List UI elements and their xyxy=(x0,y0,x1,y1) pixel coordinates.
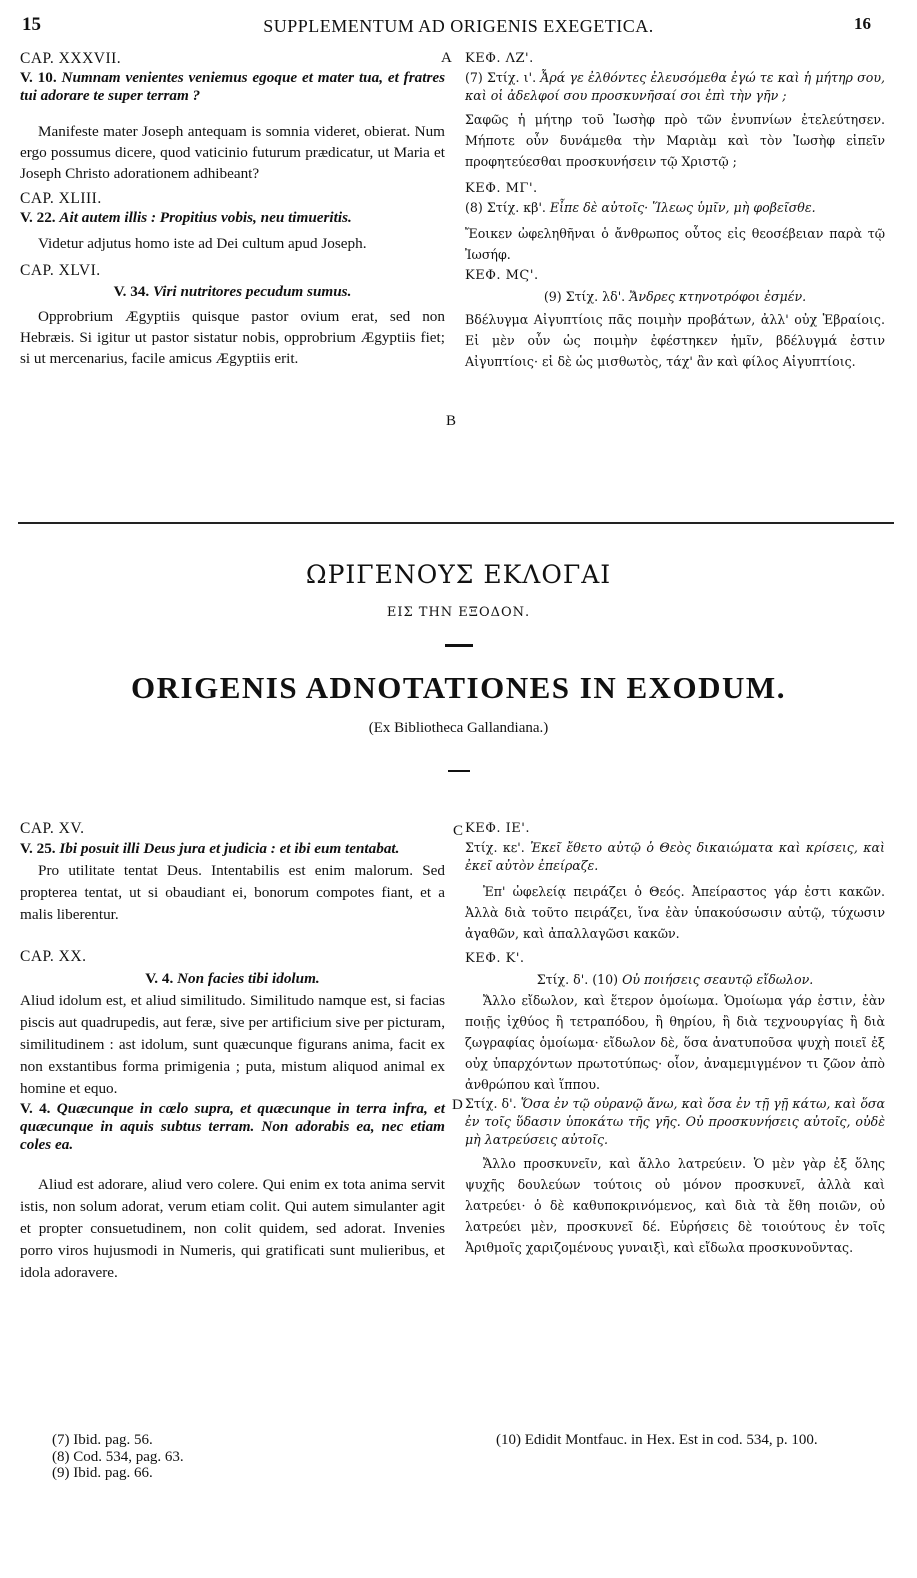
greek-subtitle: ΕΙΣ ΤΗΝ ΕΞΟΔΟΝ. xyxy=(386,605,531,620)
verse-text: Ibi posuit illi Deus jura et judicia : et ibi eum tentabat. xyxy=(59,840,400,857)
page-number-right: 16 xyxy=(854,14,871,33)
verse-text: Quæcunque in cœlo supra, et quæcunque in terra infra, et quæcunque in aquis subtus terram. Non adorabis ea, nec etiam coles ea. xyxy=(20,1100,445,1153)
verse-number: V. 4. xyxy=(20,1100,51,1117)
verse-number: (8) Στίχ. κβ'. xyxy=(465,200,546,215)
footnote: (10) Edidit Montfauc. in Hex. Est in cod. 534, p. 100. xyxy=(496,1432,818,1448)
commentary-paragraph: Aliud idolum est, et aliud similitudo. Similitudo namque est, si facias piscis aut quadrupedis, aut feræ, sive per artificium sive per picturam, similitudinem : ast idolum, sunt quæcunque figurans anima, facit ex non exstantibus forma primigenia ; puta, mistum aliquod animal ex homine et equo. xyxy=(20,992,445,1097)
bottom-right-column xyxy=(465,818,885,1258)
footnote: (7) Ibid. pag. 56. xyxy=(52,1432,153,1448)
chapter-heading-greek: ΚΕΦ. ΜΓ'. xyxy=(465,181,538,196)
bottom-left-column xyxy=(20,818,445,1284)
verse-number: V. 4. xyxy=(145,970,174,987)
commentary-paragraph: Manifeste mater Joseph antequam is somnia videret, obierat. Num ergo possumus dicere, quod vaticinio futurum prædicatur, ut Maria et Joseph Christo adorationem adhibeant? xyxy=(20,123,445,182)
verse-lemma xyxy=(20,840,445,858)
commentary-paragraph: Pro utilitate tentat Deus. Intentabilis est enim malorum. Sed propterea tentat, ut si obaudiant ei, bonorum compotes fiant, et a malis liberentur. xyxy=(20,862,445,923)
verse-lemma-greek xyxy=(465,199,885,217)
margin-letter-d: D xyxy=(452,1097,463,1113)
margin-letter-c: C xyxy=(453,823,464,839)
chapter-heading: CAP. XLVI. xyxy=(20,262,101,279)
verse-text: Ὅσα ἐν τῷ οὐρανῷ ἄνω, καὶ ὅσα ἐν τῇ γῇ κάτω, καὶ ὅσα ἐν τοῖς ὕδασιν ὑποκάτω τῆς γῆς. Οὐ προσκυνήσεις αὐτοῖς, οὐδὲ μὴ λατρεύσεις αὐτοῖς. xyxy=(465,1096,886,1147)
commentary-paragraph-greek: Βδέλυγμα Αἰγυπτίοις πᾶς ποιμὴν προβάτων, ἀλλ' οὐχ Ἑβραίοις. Εἰ μὲν οὖν ὡς ποιμὴν ἐφέστηκεν ἡμῖν, βδέλυγμά ἐστιν Αἰγυπτίοις· εἰ δὲ ὡς μισθωτὸς, τάχ' ἂν καὶ φίλος Αἰγυπτίοις. xyxy=(465,312,885,369)
commentary-paragraph: Aliud est adorare, aliud vero colere. Qui enim ex tota anima servit istis, non solum adorat, verum etiam colit. Qui autem simulanter agit et propter consuetudinem, non colit quidem, sed adorat. Invenies porro viros hujusmodi in Numeris, qui gratificati sunt mulieribus, et idola adoravere. xyxy=(20,1176,445,1281)
source-note: (Ex Bibliotheca Gallandiana.) xyxy=(368,720,549,736)
commentary-paragraph-greek: Ἄλλο εἴδωλον, καὶ ἕτερον ὁμοίωμα. Ὁμοίωμα γάρ ἐστιν, ἐὰν ποιῇς ἰχθύος ἢ τετραπόδου, ἢ θηρίου, ἢ διὰ τεχνουργίας ἢ διὰ ζωγραφίας ὁμοίωμα· εἴδωλον δὲ, ὅσα ἀνατυποῦσα ψυχὴ ποιεῖ ἐξ οὐχ ὑπαρχόντων πρωτοτύπως· οἷον, ἀναμεμιγμένον τι ζῶον ἀπὸ ἀνθρώπου καὶ ἵππου. xyxy=(465,993,885,1092)
title-dash xyxy=(0,759,917,777)
verse-lemma xyxy=(20,1100,445,1154)
chapter-heading: CAP. XX. xyxy=(20,948,87,965)
footnotes-left xyxy=(52,1432,184,1482)
verse-text: Ἄνδρες κτηνοτρόφοι ἐσμέν. xyxy=(629,289,807,304)
section-title-block xyxy=(0,560,917,777)
verse-lemma-greek xyxy=(465,69,885,105)
verse-text: Ἆρά γε ἐλθόντες ἐλευσόμεθα ἐγώ τε καὶ ἡ μήτηρ σου, καὶ οἱ ἀδελφοί σου προσκυνῆσαί σοι ἐπὶ τὴν γῆν ; xyxy=(465,70,885,103)
verse-lemma xyxy=(20,69,445,105)
verse-text: Non facies tibi idolum. xyxy=(177,970,320,987)
page-number-left: 15 xyxy=(22,14,41,35)
commentary-paragraph: Videtur adjutus homo iste ad Dei cultum apud Joseph. xyxy=(38,235,367,252)
verse-lemma-greek xyxy=(465,286,885,307)
verse-lemma xyxy=(20,968,445,990)
verse-text: Εἶπε δὲ αὐτοῖς· Ἵλεως ὑμῖν, μὴ φοβεῖσθε. xyxy=(549,200,816,215)
running-title: SUPPLEMENTUM AD ORIGENIS EXEGETICA. xyxy=(263,16,654,36)
verse-number: Στίχ. κε'. xyxy=(465,840,525,855)
top-right-column xyxy=(465,48,885,372)
verse-number: V. 10. xyxy=(20,69,57,86)
chapter-heading-greek: ΚΕΦ. ΙΕ'. xyxy=(465,821,530,836)
footnote: (8) Cod. 534, pag. 63. xyxy=(52,1448,184,1465)
verse-text: Οὐ ποιήσεις σεαυτῷ εἴδωλον. xyxy=(622,972,814,987)
verse-number: V. 25. xyxy=(20,840,56,857)
chapter-heading-greek: ΚΕΦ. Κ'. xyxy=(465,951,525,966)
latin-title: ORIGENIS ADNOTATIONES IN EXODUM. xyxy=(131,670,786,705)
margin-letter-a: A xyxy=(441,50,452,66)
chapter-heading-greek: ΚΕΦ. ΜϚ'. xyxy=(465,268,539,283)
chapter-heading: CAP. XLIII. xyxy=(20,190,102,207)
commentary-paragraph: Opprobrium Ægyptiis quisque pastor ovium erat, sed non Hebræis. Si igitur ut pastor sistatur nobis, opprobrium Ægyptiis fiet; si ut mercenarius, facile amicus Ægyptiis erit. xyxy=(20,308,445,367)
commentary-paragraph-greek: Ἔοικεν ὠφεληθῆναι ὁ ἄνθρωπος οὗτος εἰς θεοσέβειαν παρὰ τῷ Ἰωσήφ. xyxy=(465,226,885,262)
chapter-heading: CAP. XXXVII. xyxy=(20,50,122,67)
chapter-heading: CAP. XV. xyxy=(20,820,85,837)
verse-text: Ait autem illis : Propitius vobis, neu timueritis. xyxy=(59,209,352,226)
verse-number: (9) Στίχ. λδ'. xyxy=(543,289,626,304)
verse-lemma-greek xyxy=(465,839,885,875)
footnotes-right xyxy=(496,1432,876,1449)
verse-lemma-greek xyxy=(465,1095,885,1149)
footnote: (9) Ibid. pag. 66. xyxy=(52,1465,153,1481)
verse-number: Στίχ. δ'. xyxy=(465,1096,517,1111)
verse-lemma xyxy=(20,209,445,227)
verse-lemma-greek xyxy=(465,969,885,990)
commentary-paragraph-greek: Ἐπ' ὠφελείᾳ πειράζει ὁ Θεός. Ἀπείραστος γάρ ἐστι κακῶν. Ἀλλὰ διὰ τοῦτο πειράζει, ἵνα ἐὰν ὑπακούσωσιν αὐτῷ, τύχωσιν ἀγαθῶν, καὶ ἀπαλλαγῶσι κακῶν. xyxy=(465,884,885,941)
verse-number: V. 34. xyxy=(113,283,150,300)
chapter-heading-greek: ΚΕΦ. ΛΖ'. xyxy=(465,51,534,66)
verse-number: (7) Στίχ. ι'. xyxy=(465,70,537,85)
verse-text: Ἐκεῖ ἔθετο αὐτῷ ὁ Θεὸς δικαιώματα καὶ κρίσεις, καὶ ἐκεῖ αὐτὸν ἐπείραζε. xyxy=(465,840,885,873)
greek-title: ΩΡΙΓΕΝΟΥΣ ΕΚΛΟΓΑΙ xyxy=(305,560,612,589)
verse-lemma xyxy=(20,281,445,302)
commentary-paragraph-greek: Ἄλλο προσκυνεῖν, καὶ ἄλλο λατρεύειν. Ὁ μὲν γὰρ ἐξ ὅλης ψυχῆς δουλεύων τούτοις οὐ μόνον προσκυνεῖ, ἀλλὰ καὶ λατρεύει· ὁ δὲ καθυποκρινόμενος, καὶ διὰ τὰ ἔθη ποιῶν, οὐ λατρεύει μὲν, προσκυνεῖ δέ. Εὑρήσεις δὲ τοιούτους ἐν τοῖς Ἀριθμοῖς χαριζομένους γυναιξὶ, καὶ εἴδωλα προσκυνοῦντας. xyxy=(465,1156,885,1255)
verse-text: Numnam venientes veniemus egoque et mater tua, et fratres tui adorare te super terram ? xyxy=(20,69,446,104)
commentary-paragraph-greek: Σαφῶς ἡ μήτηρ τοῦ Ἰωσὴφ πρὸ τῶν ἐνυπνίων ἐτελεύτησεν. Μήποτε οὖν δυνάμεθα τὴν Μαριὰμ καὶ τὸν Ἰωσὴφ εἰπεῖν προφητεύεσθαι προσκυνήσειν τῷ Χριστῷ ; xyxy=(465,112,885,169)
section-divider xyxy=(18,522,894,524)
top-left-column xyxy=(20,48,445,369)
title-dash xyxy=(0,634,917,652)
verse-number: Στίχ. δ'. (10) xyxy=(536,972,619,987)
verse-number: V. 22. xyxy=(20,209,56,226)
running-head xyxy=(14,14,903,42)
margin-letter-b: B xyxy=(446,413,457,429)
verse-text: Viri nutritores pecudum sumus. xyxy=(153,283,352,300)
